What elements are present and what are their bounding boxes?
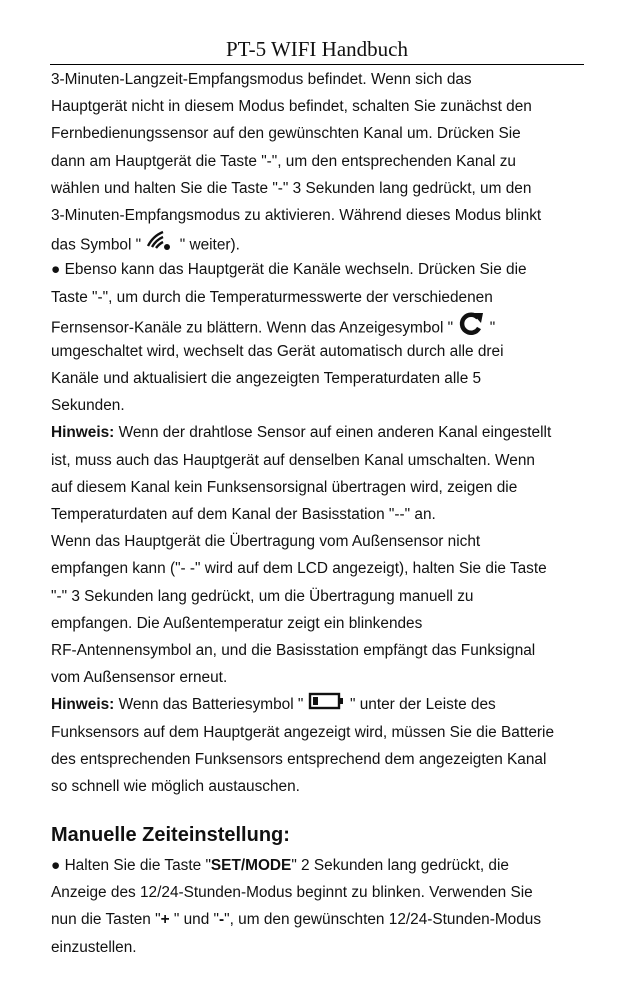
text-fragment: ", um den gewünschten 12/24-Stunden-Modus xyxy=(224,911,542,929)
text-line: umgeschaltet wird, wechselt das Gerät automatisch durch alle drei xyxy=(51,342,504,360)
text-line: Fernbedienungssensor auf den gewünschten Kanal um. Drücken Sie xyxy=(51,125,521,143)
text-line: 3-Minuten-Langzeit-Empfangsmodus befindet. Wenn sich das xyxy=(51,71,472,88)
text-line: dann am Hauptgerät die Taste "-", um den entsprechenden Kanal zu xyxy=(51,152,516,170)
key-set-mode: SET/MODE xyxy=(210,857,292,875)
text-line: empfangen. Die Außentemperatur zeigt ein blinkendes xyxy=(51,614,423,632)
page-header xyxy=(50,38,584,65)
text-line: empfangen kann ("- -" wird auf dem LCD angezeigt), halten Sie die Taste xyxy=(51,560,547,578)
text-line: so schnell wie möglich austauschen. xyxy=(51,777,300,795)
text-fragment: " xyxy=(489,319,496,337)
paragraph-manual-receive xyxy=(51,528,591,691)
text-line: ist, muss auch das Hauptgerät auf denselben Kanal umschalten. Wenn xyxy=(51,451,535,469)
paragraph-receive-mode xyxy=(51,66,591,256)
hint-label: Hinweis: xyxy=(51,696,115,714)
text-line: Taste "-", um durch die Temperaturmesswerte der verschiedenen xyxy=(51,288,493,306)
key-plus: + xyxy=(160,911,170,929)
text-line: Temperaturdaten auf dem Kanal der Basisstation "--" an. xyxy=(51,506,436,523)
text-line xyxy=(51,229,591,256)
hint-battery xyxy=(51,691,591,800)
key-minus: - xyxy=(219,911,225,929)
text-fragment: Wenn das Batteriesymbol " xyxy=(114,696,304,714)
text-line: auf diesem Kanal kein Funksensorsignal übertragen wird, zeigen die xyxy=(51,478,518,496)
page-title: PT-5 WIFI Handbuch xyxy=(226,37,408,61)
text-line: 3-Minuten-Empfangsmodus zu aktivieren. Während dieses Modus blinkt xyxy=(51,206,542,224)
bullet-channel-switch xyxy=(51,256,591,419)
text-fragment: " weiter). xyxy=(179,236,240,254)
text-fragment: Fernsensor-Kanäle zu blättern. Wenn das Anzeigesymbol " xyxy=(51,319,454,337)
text-fragment: " 2 Sekunden lang gedrückt, die xyxy=(291,857,509,875)
text-line: einzustellen. xyxy=(51,938,137,956)
text-line: Kanäle und aktualisiert die angezeigten Temperaturdaten alle 5 xyxy=(51,370,482,388)
text-line: Hauptgerät nicht in diesem Modus befindet, schalten Sie zunächst den xyxy=(51,98,532,116)
text-line xyxy=(51,419,591,446)
text-fragment: " und " xyxy=(169,911,220,929)
text-line: wählen und halten Sie die Taste "-" 3 Sekunden lang gedrückt, um den xyxy=(51,179,532,197)
text-line xyxy=(51,691,591,718)
text-line: "-" 3 Sekunden lang gedrückt, um die Übertragung manuell zu xyxy=(51,587,474,605)
text-line: RF-Antennensymbol an, und die Basisstation empfängt das Funksignal xyxy=(51,641,536,659)
hint-sensor-channel xyxy=(51,419,591,528)
text-line xyxy=(51,852,591,879)
text-line: vom Außensensor erneut. xyxy=(51,669,228,687)
section-manual-time xyxy=(51,818,591,961)
hint-label: Hinweis: xyxy=(51,424,115,442)
battery-icon xyxy=(308,692,346,719)
text-fragment: Wenn der drahtlose Sensor auf einen anderen Kanal eingestellt xyxy=(114,424,552,442)
text-fragment: nun die Tasten " xyxy=(51,911,161,929)
section-spacer xyxy=(51,800,591,818)
text-fragment: ● Halten Sie die Taste " xyxy=(51,857,211,875)
text-line: des entsprechenden Funksensors entsprechend dem angezeigten Kanal xyxy=(51,750,547,768)
text-line: Sekunden. xyxy=(51,397,125,415)
text-fragment: das Symbol " xyxy=(51,236,142,254)
section-heading: Manuelle Zeiteinstellung: xyxy=(51,824,290,847)
text-line: Funksensors auf dem Hauptgerät angezeigt wird, müssen Sie die Batterie xyxy=(51,723,555,741)
text-line: Wenn das Hauptgerät die Übertragung vom Außensensor nicht xyxy=(51,533,481,551)
text-line xyxy=(51,311,591,338)
text-line: Anzeige des 12/24-Stunden-Modus beginnt zu blinken. Verwenden Sie xyxy=(51,884,533,902)
text-fragment: " unter der Leiste des xyxy=(349,696,496,714)
text-line: ● Ebenso kann das Hauptgerät die Kanäle wechseln. Drücken Sie die xyxy=(51,261,527,279)
document-body xyxy=(51,66,591,961)
text-line xyxy=(51,906,591,933)
